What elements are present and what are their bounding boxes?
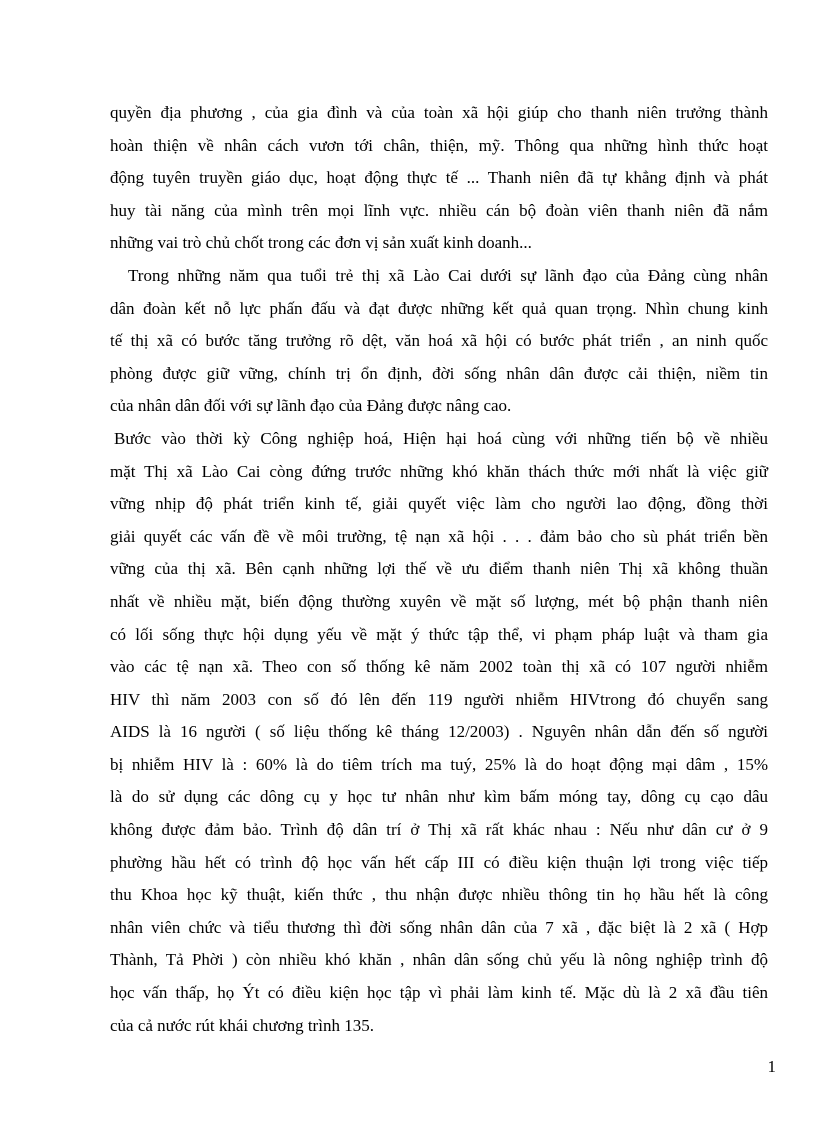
paragraph-line: bị nhiễm HIV là : 60% là do tiêm trích ma tuý, 25% là do hoạt động mại dâm , 15% [110, 754, 768, 774]
paragraph-line: quyền địa phương , của gia đình và của toàn xã hội giúp cho thanh niên trưởng thành [110, 103, 768, 122]
paragraph-line: phường hầu hết có trình độ học vấn hết cấp III có điều kiện thuận lợi trong việc tiếp [110, 852, 768, 872]
paragraph-line: của nhân dân đối với sự lãnh đạo của Đảng được nâng cao. [110, 396, 512, 416]
paragraph-line: Trong những năm qua tuổi trẻ thị xã Lào Cai dưới sự lãnh đạo của Đảng cùng nhân [128, 265, 768, 285]
paragraph-line: của cả nước rút khái chương trình 135. [110, 1015, 374, 1035]
paragraph-line: Thành, Tả Phời ) còn nhiều khó khăn , nhân dân sống chủ yếu là nông nghiệp trình độ [110, 950, 768, 970]
paragraph [110, 260, 768, 423]
paragraph-line: mặt Thị xã Lào Cai còng đứng trước những khó khăn thách thức mới nhất là việc giữ [110, 461, 768, 481]
paragraph [110, 423, 768, 1042]
paragraph-line: Bước vào thời kỳ Công nghiệp hoá, Hiện hại hoá cùng với những tiến bộ về nhiều [114, 428, 768, 448]
paragraph-line: AIDS là 16 người ( số liệu thống kê tháng 12/2003) . Nguyên nhân dẫn đến số người [110, 722, 768, 742]
paragraph-line: thu Khoa học kỹ thuật, kiến thức , thu nhận được nhiều thông tin họ hầu hết là công [110, 885, 768, 905]
paragraph-line: những vai trò chủ chốt trong các đơn vị sản xuất kinh doanh... [110, 233, 532, 253]
paragraph-line: huy tài năng của mình trên mọi lĩnh vực. nhiều cán bộ đoàn viên thanh niên đã nắm [110, 200, 768, 220]
paragraph-line: phòng được giữ vững, chính trị ổn định, đời sống nhân dân được cải thiện, niềm tin [110, 363, 768, 383]
paragraph-line: HIV thì năm 2003 con số đó lên đến 119 người nhiễm HIVtrong đó chuyển sang [110, 689, 768, 709]
paragraph-line: không được đảm bảo. Trình độ dân trí ở Thị xã rất khác nhau : Nếu như dân cư ở 9 [110, 820, 768, 840]
paragraph-line: dân đoàn kết nỗ lực phấn đấu và đạt được những kết quả quan trọng. Nhìn chung kinh [110, 298, 768, 318]
paragraph-line: vững của thị xã. Bên cạnh những lợi thế về ưu điểm thanh niên Thị xã không thuần [110, 559, 768, 579]
paragraph-line: vững nhịp độ phát triển kinh tế, giải quyết việc làm cho người lao động, đồng thời [110, 494, 768, 514]
page-number: 1 [767, 1057, 776, 1076]
paragraph-line: tế thị xã có bước tăng trưởng rõ dệt, văn hoá xã hội có bước phát triển , an ninh quốc [110, 331, 768, 351]
paragraph-line: có lối sống thực hội dụng yếu về mặt ý thức tập thể, vi phạm pháp luật và tham gia [110, 624, 768, 644]
paragraph-line: học vấn thấp, họ Ýt có điều kiện học tập vì phải làm kinh tế. Mặc dù là 2 xã đầu tiên [110, 983, 768, 1003]
document-body [110, 97, 768, 1042]
paragraph-line: vào các tệ nạn xã. Theo con số thống kê năm 2002 toàn thị xã có 107 người nhiễm [110, 657, 768, 677]
paragraph [110, 97, 768, 260]
paragraph-line: là do sử dụng các dông cụ y học tư nhân như kìm bấm móng tay, dông cụ cạo dâu [110, 787, 768, 807]
paragraph-line: nhân viên chức và tiểu thương thì đời sống nhân dân của 7 xã , đặc biệt là 2 xã ( Hợp [110, 917, 768, 937]
paragraph-line: hoàn thiện về nhân cách vươn tới chân, thiện, mỹ. Thông qua những hình thức hoạt [110, 135, 768, 155]
paragraph-line: động tuyên truyền giáo dục, hoạt động thực tế ... Thanh niên đã tự khẳng định và phát [110, 168, 768, 188]
paragraph-line: nhất về nhiều mặt, biến động thường xuyên về mặt số lượng, mét bộ phận thanh niên [110, 591, 768, 611]
paragraph-line: giải quyết các vấn đề về môi trường, tệ nạn xã hội . . . đảm bảo cho sù phát triển bền [110, 526, 768, 546]
